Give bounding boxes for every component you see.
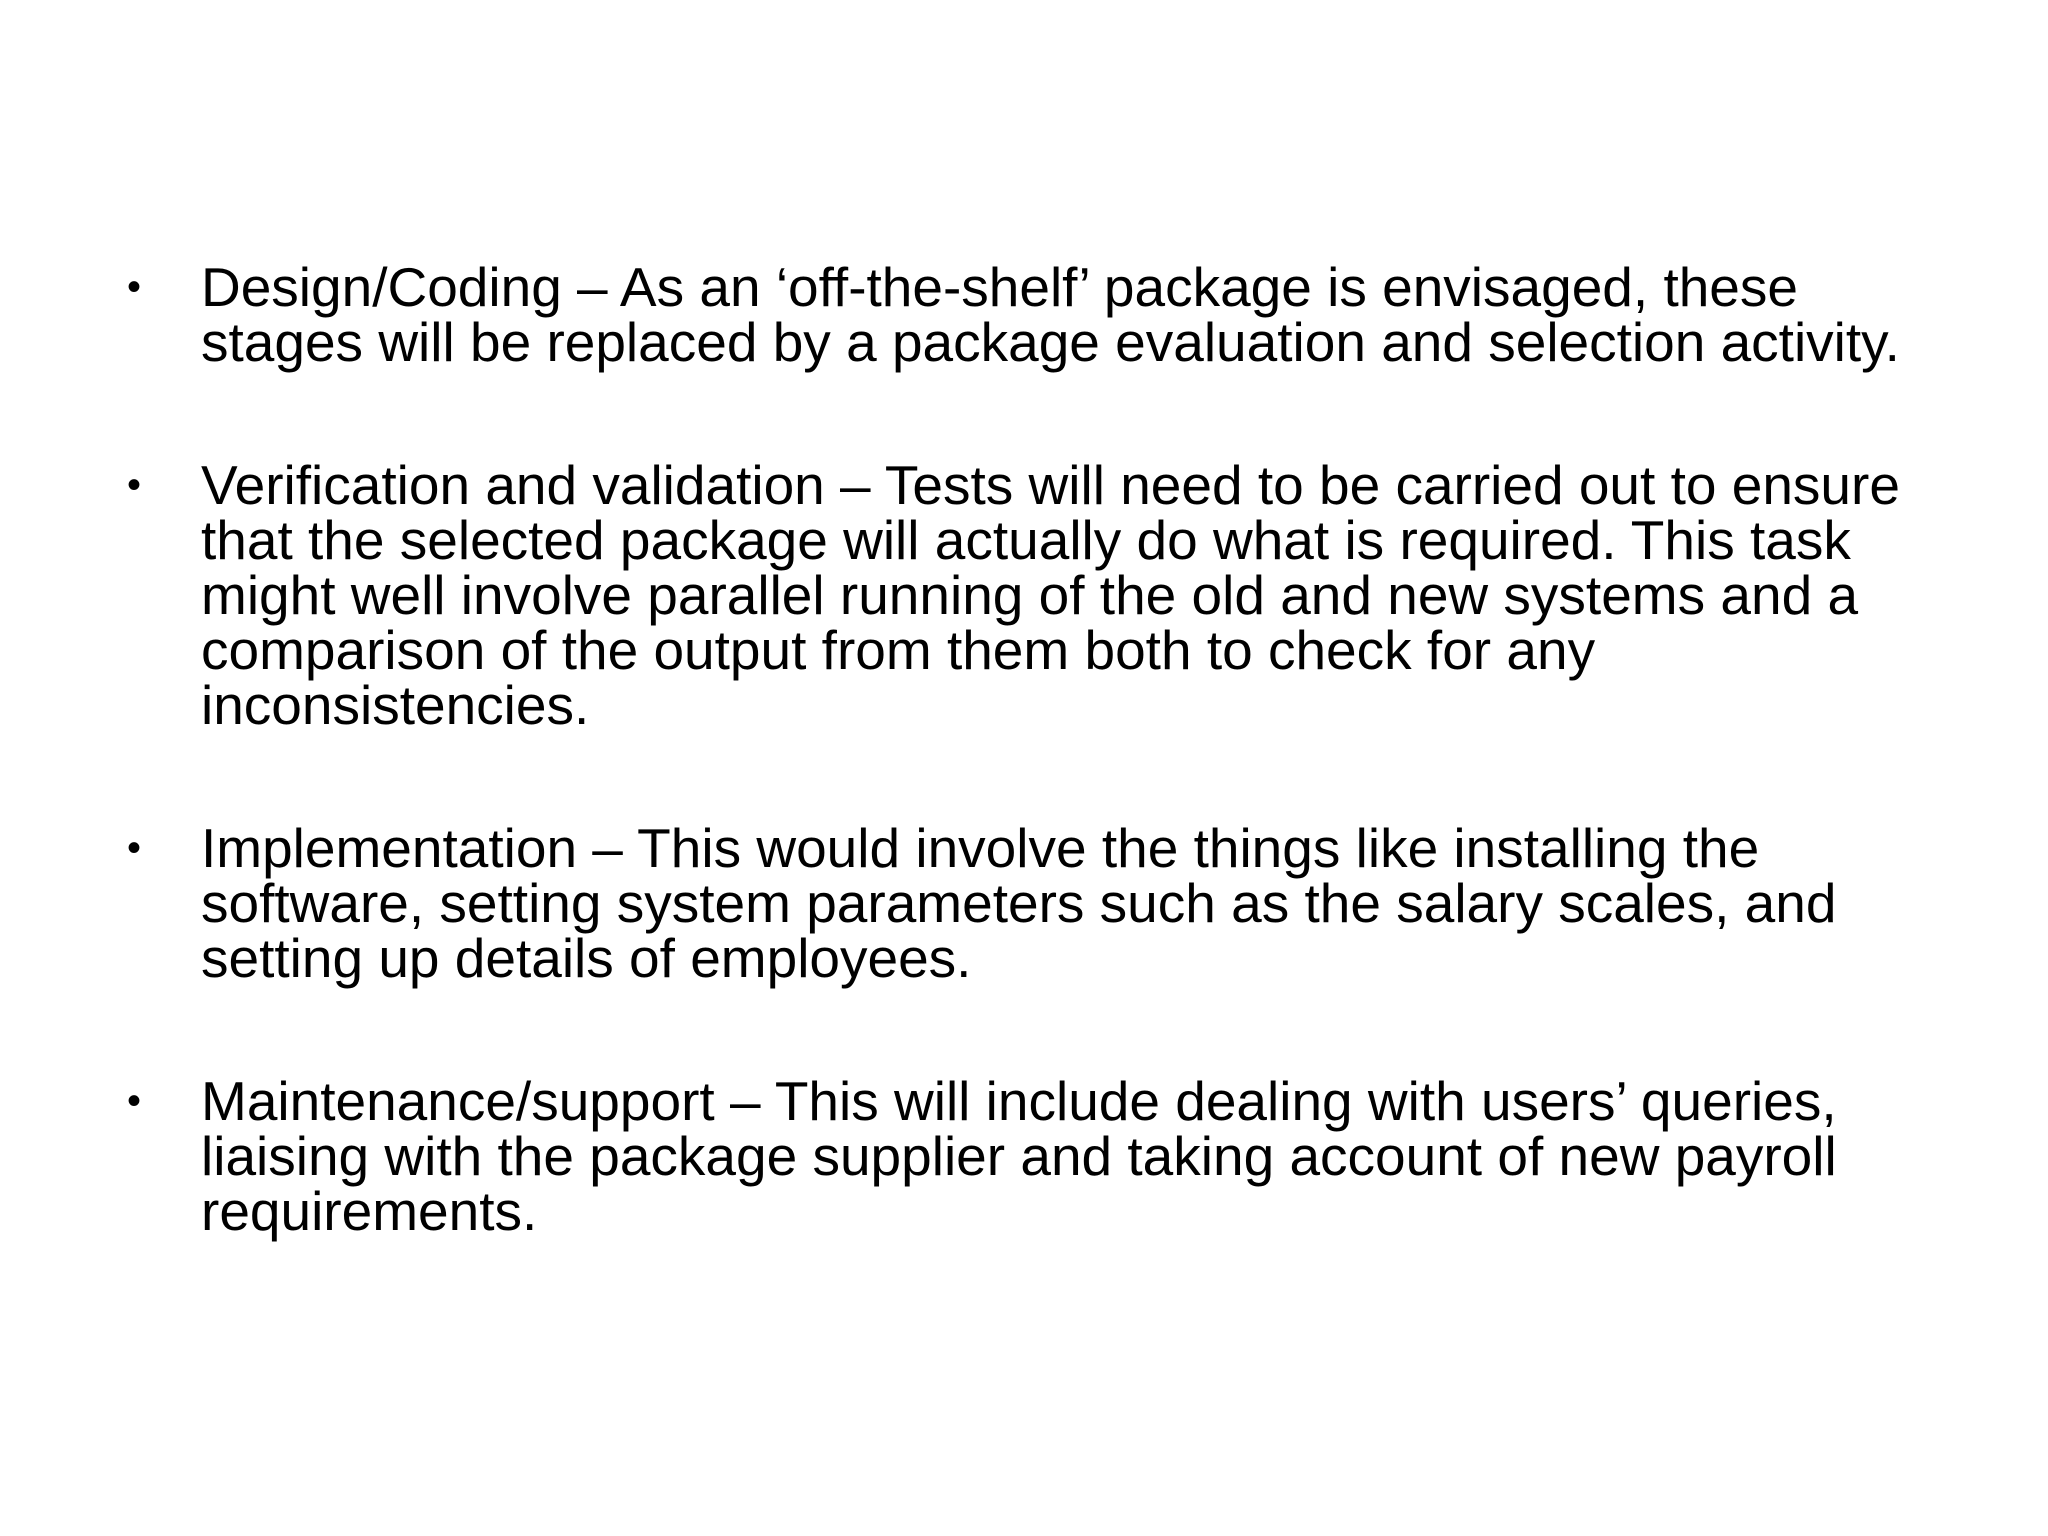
bullet-dot-icon: • [127,826,142,870]
bullet-dot-icon: • [127,1079,142,1123]
bullet-text: Maintenance/support – This will include dealing with users’ queries, liaising with the package supplier and taking account of new payroll requirements. [201,1070,1837,1242]
bullet-list [120,256,1960,1242]
bullet-text: Design/Coding – As an ‘off-the-shelf’ package is envisaged, these stages will be replaced by a package evaluation and selection activity. [201,256,1900,373]
bullet-item-maintenance-support [120,1070,1960,1242]
bullet-item-design-coding [120,256,1960,373]
bullet-text: Implementation – This would involve the things like installing the software, setting system parameters such as the salary scales, and setting up details of employees. [201,817,1837,989]
bullet-item-verification-validation [120,454,1960,736]
bullet-dot-icon: • [127,265,142,309]
bullet-dot-icon: • [127,463,142,507]
bullet-text: Verification and validation – Tests will need to be carried out to ensure that the selected package will actually do what is required. This task might well involve parallel running of the old and new systems and a comparison of the output from them both to check for any inconsistencies. [201,454,1900,736]
bullet-item-implementation [120,817,1960,989]
